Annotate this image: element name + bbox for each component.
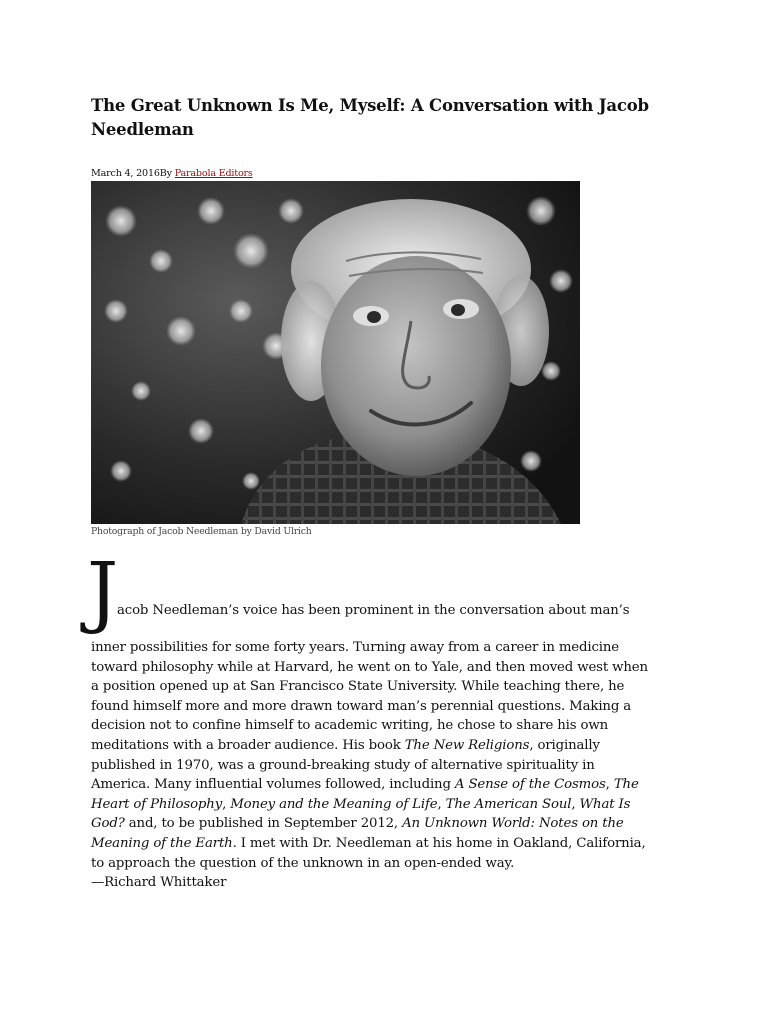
text-line [91, 795, 711, 815]
text-span: and, to be published in September 2012, [124, 816, 403, 832]
book-title: A Sense of the Cosmos [454, 777, 606, 793]
text-line [91, 736, 711, 756]
text-span: meditations with a broader audience. His book [91, 737, 405, 753]
text-line [91, 834, 711, 854]
intro-paragraph [91, 638, 711, 893]
intro-first-line: acob Needleman’s voice has been prominent in the conversation about man’s [117, 603, 630, 618]
byline-by: By [159, 168, 172, 179]
text-line: to approach the question of the unknown in an open-ended way. [91, 855, 515, 871]
drop-cap: J [87, 547, 119, 637]
text-line [91, 814, 711, 834]
text-line: a position opened up at San Francisco State University. While teaching there, he [91, 679, 625, 695]
book-title: The [613, 777, 639, 793]
text-span: , [605, 777, 614, 793]
text-span: , [571, 796, 580, 812]
left-eye [367, 311, 381, 323]
text-line: found himself more and more drawn toward man’s perennial questions. Making a [91, 698, 632, 714]
book-title: Money and the Meaning of Life [230, 796, 438, 812]
text-span: , originally [529, 737, 600, 753]
right-eye [451, 304, 465, 316]
article-date: March 4, 2016 [91, 168, 160, 179]
text-line: inner possibilities for some forty years. Turning away from a career in medicine [91, 640, 620, 655]
book-title: The New Religions [404, 737, 530, 753]
text-line: published in 1970, was a ground-breaking study of alternative spirituality in [91, 757, 595, 773]
signature: —Richard Whittaker [91, 875, 227, 891]
book-title: Meaning of the Earth [91, 835, 233, 851]
byline [91, 168, 253, 179]
text-span: , [222, 796, 231, 812]
text-span: . I met with Dr. Needleman at his home in Oakland, California, [232, 835, 646, 851]
portrait-photo [91, 181, 580, 524]
photo-caption: Photograph of Jacob Needleman by David Ulrich [91, 526, 312, 537]
book-title: The American Soul [445, 796, 572, 812]
author-link[interactable]: Parabola Editors [174, 168, 253, 179]
book-title: God? [91, 816, 125, 832]
text-span: , [437, 796, 446, 812]
article-title: The Great Unknown Is Me, Myself: A Conversation with Jacob Needleman [91, 96, 649, 139]
book-title: An Unknown World: Notes on the [402, 816, 624, 832]
face [321, 256, 511, 476]
text-span: America. Many influential volumes followed, including [91, 777, 455, 793]
book-title: Heart of Philosophy [91, 796, 223, 812]
text-line: decision not to confine himself to academic writing, he chose to share his own [91, 718, 609, 734]
book-title: What Is [579, 796, 631, 812]
text-line [91, 775, 711, 795]
text-line: toward philosophy while at Harvard, he went on to Yale, and then moved west when [91, 659, 648, 675]
